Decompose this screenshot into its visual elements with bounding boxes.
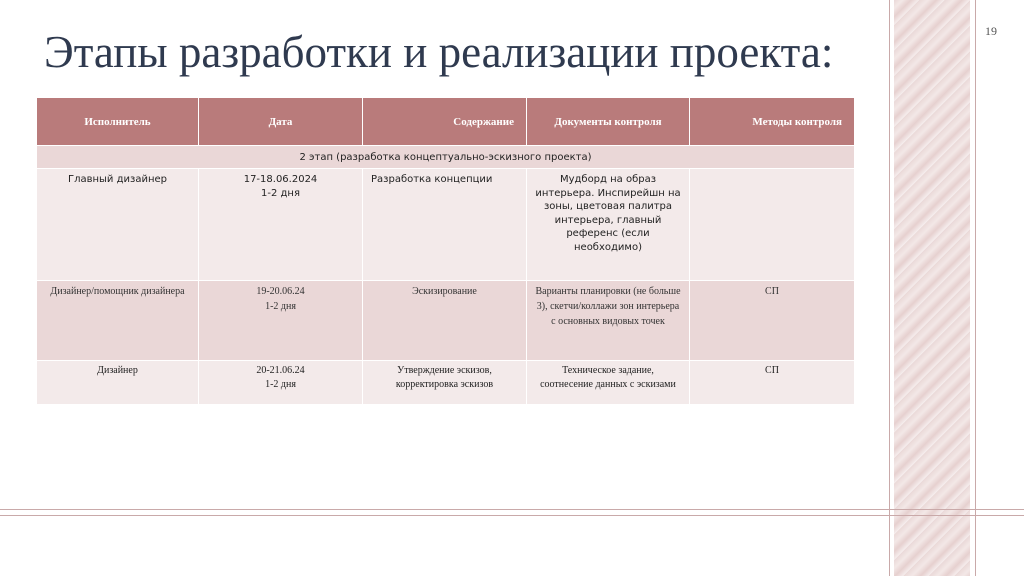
date-value: 19-20.06.24: [256, 286, 305, 297]
documents-text: Техническое задание, соотнесение данных с эскизами: [540, 365, 676, 390]
decor-line: [0, 515, 1024, 516]
header-methods: Методы контроля: [690, 98, 855, 146]
methods-cell: [690, 169, 855, 281]
date-cell: [199, 361, 363, 405]
date-cell: [199, 281, 363, 361]
date-value: 20-21.06.24: [256, 365, 305, 376]
documents-text: Варианты планировки (не больше 3), скетчи/коллажи зон интерьера с основных видовых точек: [535, 286, 681, 327]
header-performer: Исполнитель: [37, 98, 199, 146]
documents-cell: [527, 361, 690, 405]
performer-cell: Дизайнер: [37, 361, 199, 405]
documents-cell: [527, 281, 690, 361]
page-number: 19: [985, 24, 997, 38]
content-cell: Эскизирование: [363, 281, 527, 361]
stage-title: 2 этап (разработка концептуально-эскизного проекта): [37, 146, 855, 169]
methods-cell: СП: [690, 281, 855, 361]
content-cell: [363, 361, 527, 405]
slide-title: Этапы разработки и реализации проекта:: [44, 27, 834, 77]
header-documents: Документы контроля: [527, 98, 690, 146]
decor-line: [0, 509, 1024, 510]
performer-cell: Дизайнер/помощник дизайнера: [37, 281, 199, 361]
header-content: Содержание: [363, 98, 527, 146]
duration-value: 1-2 дня: [265, 378, 296, 390]
table-row: [37, 361, 855, 405]
performer-cell: Главный дизайнер: [37, 169, 199, 281]
table-row: [37, 169, 855, 281]
date-value: 17-18.06.2024: [243, 174, 318, 185]
duration-value: 1-2 дня: [261, 187, 300, 199]
project-stages-table: [36, 97, 855, 405]
methods-cell: СП: [690, 361, 855, 405]
header-row: [37, 98, 855, 146]
duration-value: 1-2 дня: [265, 301, 296, 312]
decor-line: [889, 0, 890, 576]
header-date: Дата: [199, 98, 363, 146]
stage-row: [37, 146, 855, 169]
content-text: Утверждение эскизов, корректировка эскизов: [395, 365, 494, 390]
decor-line: [975, 0, 976, 576]
date-cell: [199, 169, 363, 281]
documents-cell: Мудборд на образ интерьера. Инспирейшн на зоны, цветовая палитра интерьера, главный референс (если необходимо): [527, 169, 690, 281]
content-cell: Разработка концепции: [363, 169, 527, 281]
floral-decor-strip: [894, 0, 970, 576]
table-row: [37, 281, 855, 361]
